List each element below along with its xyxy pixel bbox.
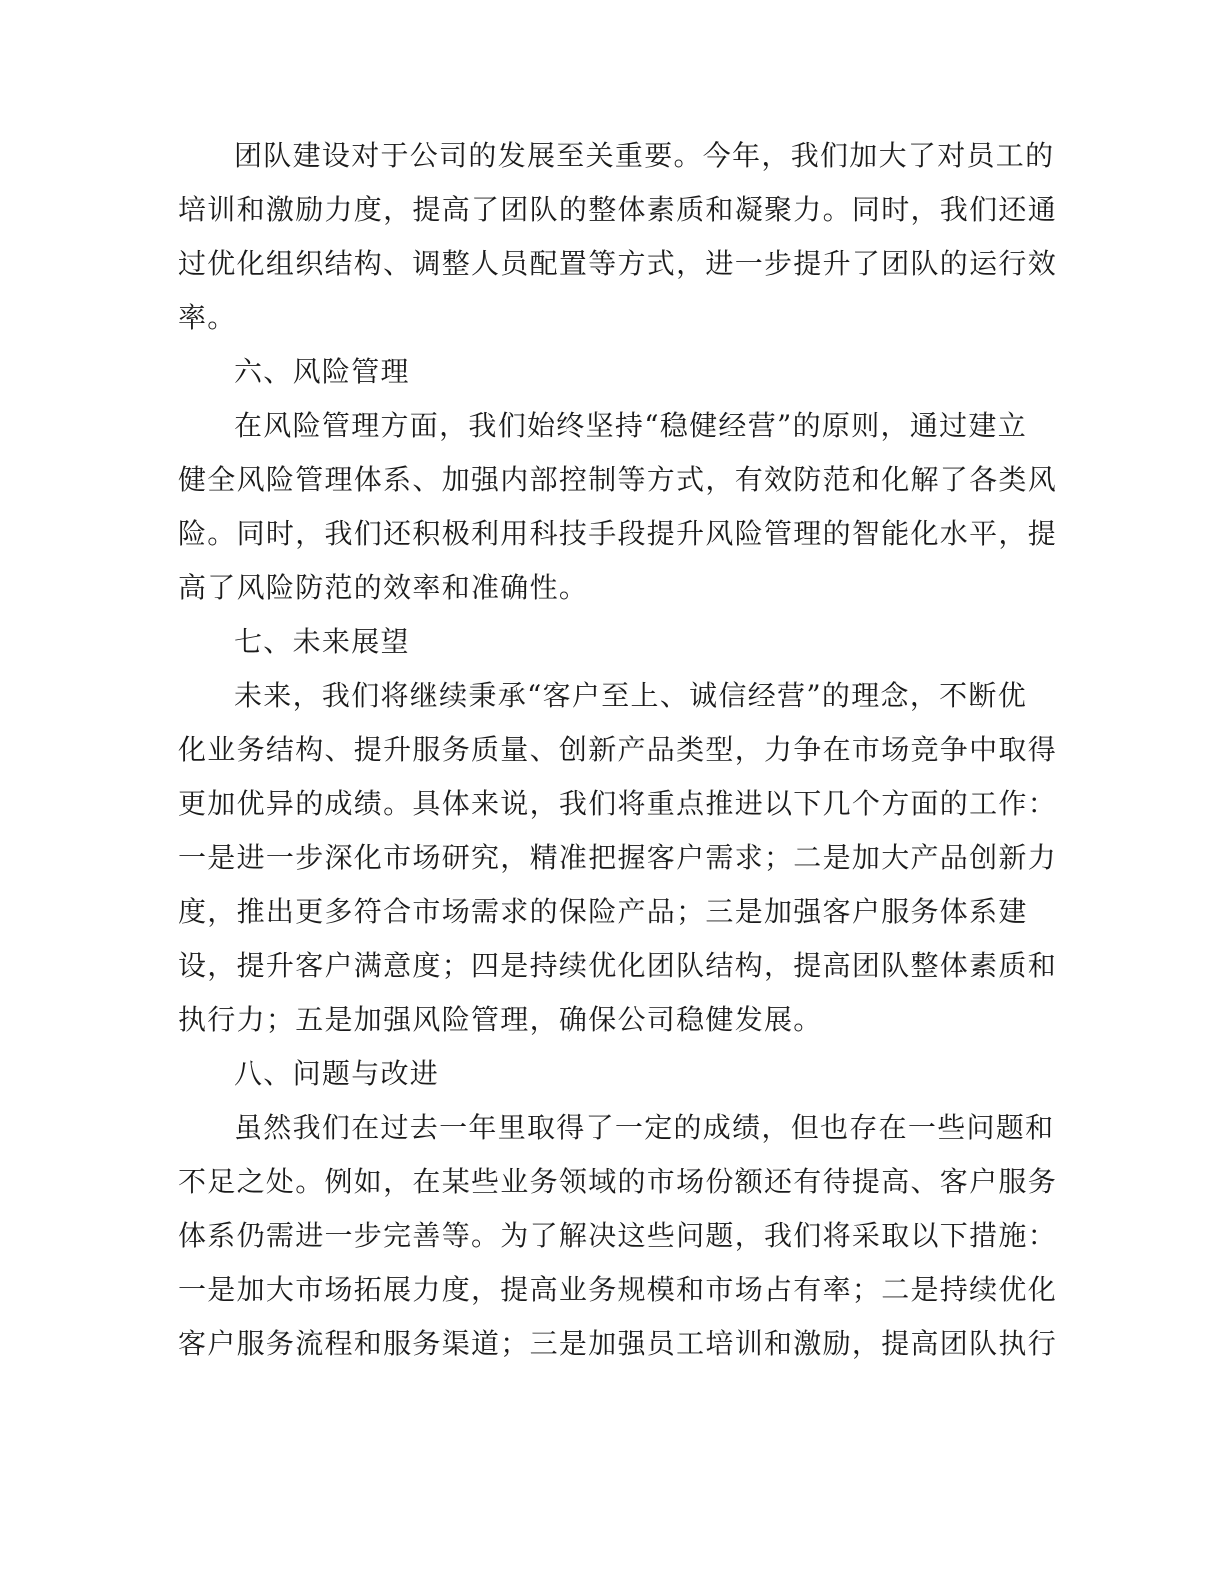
paragraph-issues-line-1: 虽然我们在过去一年里取得了一定的成绩，但也存在一些问题和 [234, 1111, 1055, 1144]
paragraph-risk-line-1: 在风险管理方面，我们始终坚持“稳健经营”的原则，通过建立 [234, 409, 1028, 442]
paragraph-outlook-line-7: 执行力；五是加强风险管理，确保公司稳健发展。 [178, 1003, 823, 1036]
paragraph-issues-line-2: 不足之处。例如，在某些业务领域的市场份额还有待提高、客户服务 [178, 1165, 1058, 1198]
paragraph-outlook-line-6: 设，提升客户满意度；四是持续优化团队结构，提高团队整体素质和 [178, 949, 1058, 982]
paragraph-risk-line-4: 高了风险防范的效率和准确性。 [178, 571, 589, 604]
paragraph-team-building-line-3: 过优化组织结构、调整人员配置等方式，进一步提升了团队的运行效 [178, 247, 1058, 280]
paragraph-team-building-line-2: 培训和激励力度，提高了团队的整体素质和凝聚力。同时，我们还通 [178, 193, 1058, 226]
paragraph-outlook-line-5: 度，推出更多符合市场需求的保险产品；三是加强客户服务体系建 [178, 895, 1028, 928]
section-heading-issues-improvement: 八、问题与改进 [234, 1057, 440, 1090]
paragraph-risk-line-2: 健全风险管理体系、加强内部控制等方式，有效防范和化解了各类风 [178, 463, 1058, 496]
paragraph-issues-line-3: 体系仍需进一步完善等。为了解决这些问题，我们将采取以下措施： [178, 1219, 1058, 1252]
paragraph-outlook-line-1: 未来，我们将继续秉承“客户至上、诚信经营”的理念，不断优 [234, 679, 1028, 712]
paragraph-outlook-line-4: 一是进一步深化市场研究，精准把握客户需求；二是加大产品创新力 [178, 841, 1058, 874]
paragraph-team-building-line-1: 团队建设对于公司的发展至关重要。今年，我们加大了对员工的 [234, 139, 1055, 172]
paragraph-team-building-line-4: 率。 [178, 301, 237, 334]
paragraph-issues-line-5: 客户服务流程和服务渠道；三是加强员工培训和激励，提高团队执行 [178, 1327, 1058, 1360]
section-heading-risk-management: 六、风险管理 [234, 355, 410, 388]
paragraph-risk-line-3: 险。同时，我们还积极利用科技手段提升风险管理的智能化水平，提 [178, 517, 1058, 550]
paragraph-outlook-line-2: 化业务结构、提升服务质量、创新产品类型，力争在市场竞争中取得 [178, 733, 1058, 766]
paragraph-outlook-line-3: 更加优异的成绩。具体来说，我们将重点推进以下几个方面的工作： [178, 787, 1058, 820]
section-heading-future-outlook: 七、未来展望 [234, 625, 410, 658]
paragraph-issues-line-4: 一是加大市场拓展力度，提高业务规模和市场占有率；二是持续优化 [178, 1273, 1058, 1306]
